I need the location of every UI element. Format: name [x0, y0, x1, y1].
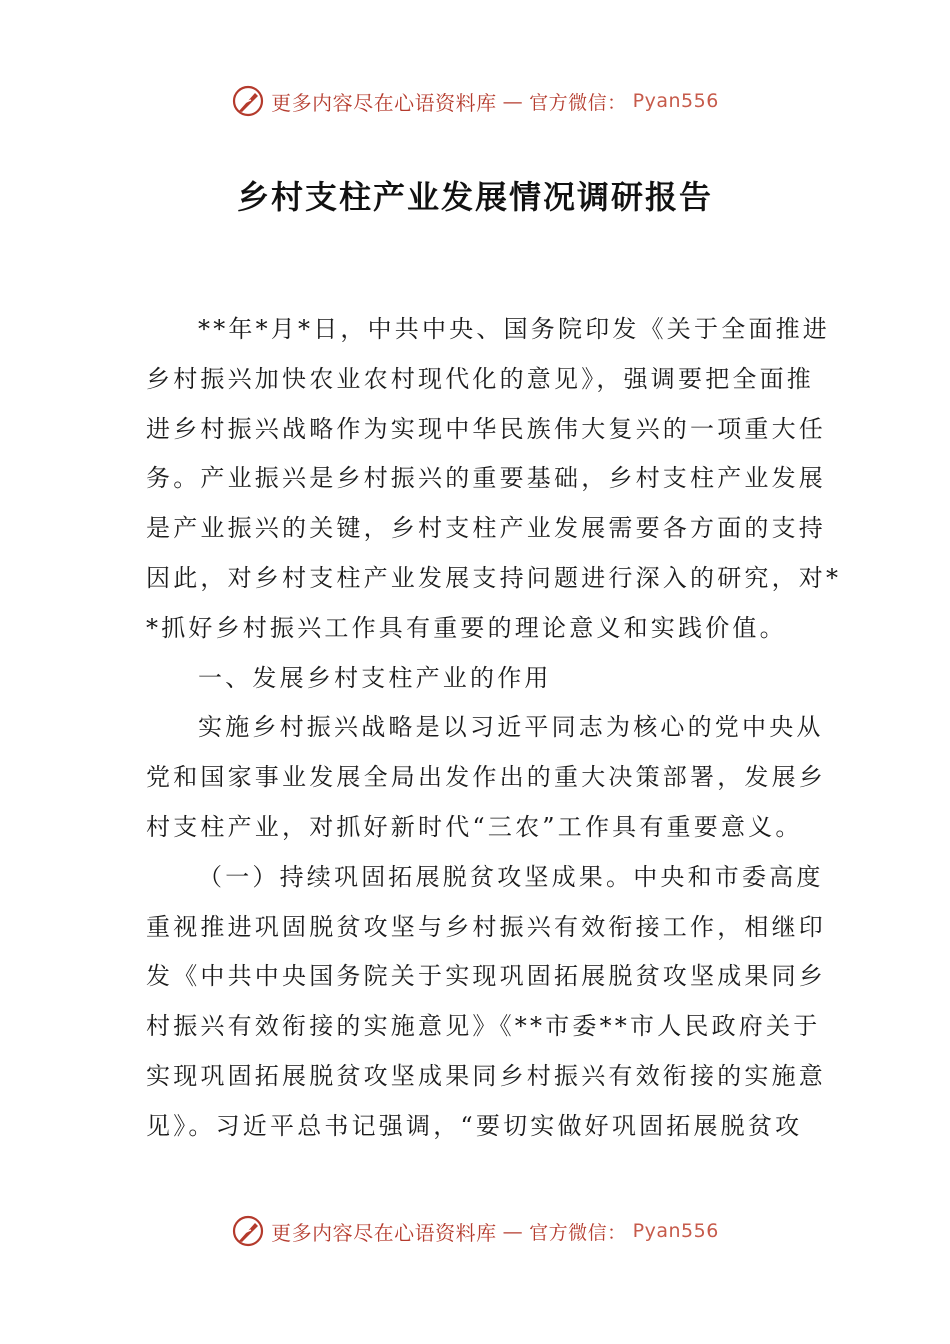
paragraph-line: 进乡村振兴战略作为实现中华民族伟大复兴的一项重大任: [146, 414, 826, 443]
watermark-header: [0, 84, 950, 118]
paragraph-line: 村支柱产业，对抓好新时代“三农”工作具有重要意义。: [146, 812, 803, 841]
paragraph-line: 务。产业振兴是乡村振兴的重要基础，乡村支柱产业发展: [146, 464, 826, 493]
paragraph-line: 党和国家事业发展全局出发作出的重大决策部署，发展乡: [146, 763, 826, 792]
watermark-brand: 更多内容尽在心语资料库: [271, 90, 497, 115]
watermark-label: 官方微信：: [529, 1221, 627, 1244]
quill-logo-icon: [231, 84, 265, 118]
paragraph-line: 发《中共中央国务院关于实现巩固拓展脱贫攻坚成果同乡: [146, 962, 826, 991]
paragraph-line: 实现巩固拓展脱贫攻坚成果同乡村振兴有效衔接的实施意: [146, 1061, 826, 1090]
paragraph-line: 见》。习近平总书记强调，“要切实做好巩固拓展脱贫攻: [146, 1111, 803, 1140]
document-body: [146, 305, 842, 1152]
paragraph-line: 重视推进巩固脱贫攻坚与乡村振兴有效衔接工作，相继印: [146, 912, 826, 941]
paragraph-line: 是产业振兴的关键，乡村支柱产业发展需要各方面的支持: [146, 514, 826, 543]
section-heading: 一、发展乡村支柱产业的作用: [198, 663, 552, 692]
quill-logo-icon: [231, 1214, 265, 1248]
subsection-heading-line: （一）持续巩固拓展脱贫攻坚成果。中央和市委高度: [198, 862, 824, 891]
document-title: 乡村支柱产业发展情况调研报告: [236, 178, 713, 216]
watermark-dash: —: [502, 1219, 524, 1243]
watermark-wechat-id: Pyan556: [632, 1220, 719, 1242]
paragraph-line: 因此，对乡村支柱产业发展支持问题进行深入的研究，对*: [146, 563, 842, 592]
watermark-label: 官方微信：: [529, 91, 627, 114]
watermark-dash: —: [502, 89, 524, 113]
watermark-wechat-id: Pyan556: [632, 90, 719, 112]
paragraph-line: **年*月*日，中共中央、国务院印发《关于全面推进: [198, 315, 830, 343]
watermark-brand: 更多内容尽在心语资料库: [271, 1220, 497, 1245]
paragraph-line: 实施乡村振兴战略是以习近平同志为核心的党中央从: [198, 713, 824, 742]
watermark-footer: [0, 1214, 950, 1248]
paragraph-line: 乡村振兴加快农业农村现代化的意见》，强调要把全面推: [146, 364, 814, 393]
paragraph-line: 村振兴有效衔接的实施意见》《**市委**市人民政府关于: [146, 1012, 821, 1041]
paragraph-line: *抓好乡村振兴工作具有重要的理论意义和实践价值。: [146, 613, 787, 642]
